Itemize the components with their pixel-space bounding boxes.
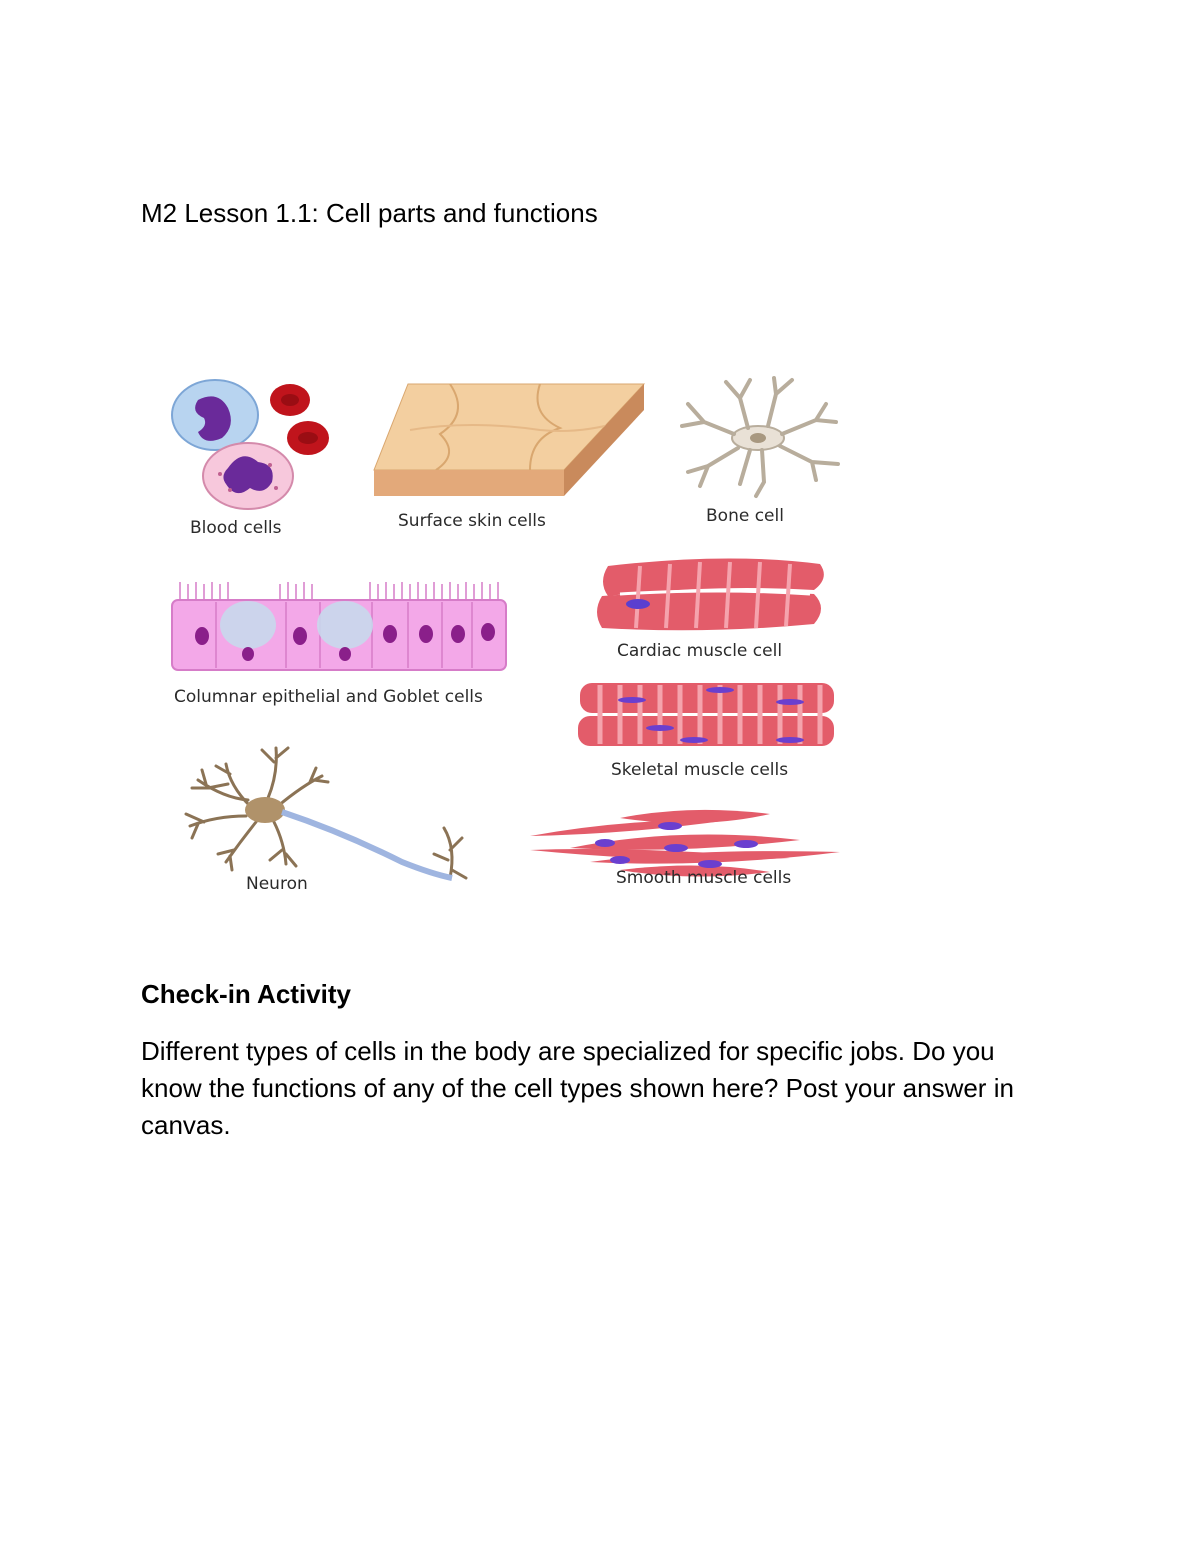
caption-cardiac-muscle: Cardiac muscle cell (617, 641, 783, 661)
page-title: M2 Lesson 1.1: Cell parts and functions (141, 198, 598, 228)
cell-types-figure (150, 370, 870, 910)
bone-cell-illustration (682, 378, 838, 496)
blood-cells-illustration (172, 380, 329, 509)
caption-neuron: Neuron (246, 874, 308, 894)
caption-skin-cells: Surface skin cells (398, 511, 546, 531)
cardiac-muscle-illustration (597, 558, 824, 630)
activity-heading: Check-in Activity (141, 979, 351, 1009)
neuron-axon (282, 812, 452, 878)
columnar-cells-illustration (172, 582, 506, 670)
neuron-cell-body (245, 797, 285, 823)
skeletal-muscle-illustration (578, 683, 834, 746)
activity-body: Different types of cells in the body are specialized for specific jobs. Do you know the functions of any of the cell types shown here? Post your answer in canvas. (141, 1036, 1014, 1140)
caption-bone-cell: Bone cell (706, 506, 784, 526)
cell-types-illustration (150, 370, 870, 910)
caption-smooth-muscle: Smooth muscle cells (616, 868, 792, 888)
caption-skeletal-muscle: Skeletal muscle cells (611, 760, 789, 780)
skin-cells-illustration (374, 384, 644, 496)
neuron-illustration (186, 748, 466, 878)
caption-columnar-cells: Columnar epithelial and Goblet cells (174, 687, 483, 707)
caption-blood-cells: Blood cells (190, 518, 282, 538)
smooth-muscle-illustration (530, 810, 840, 877)
